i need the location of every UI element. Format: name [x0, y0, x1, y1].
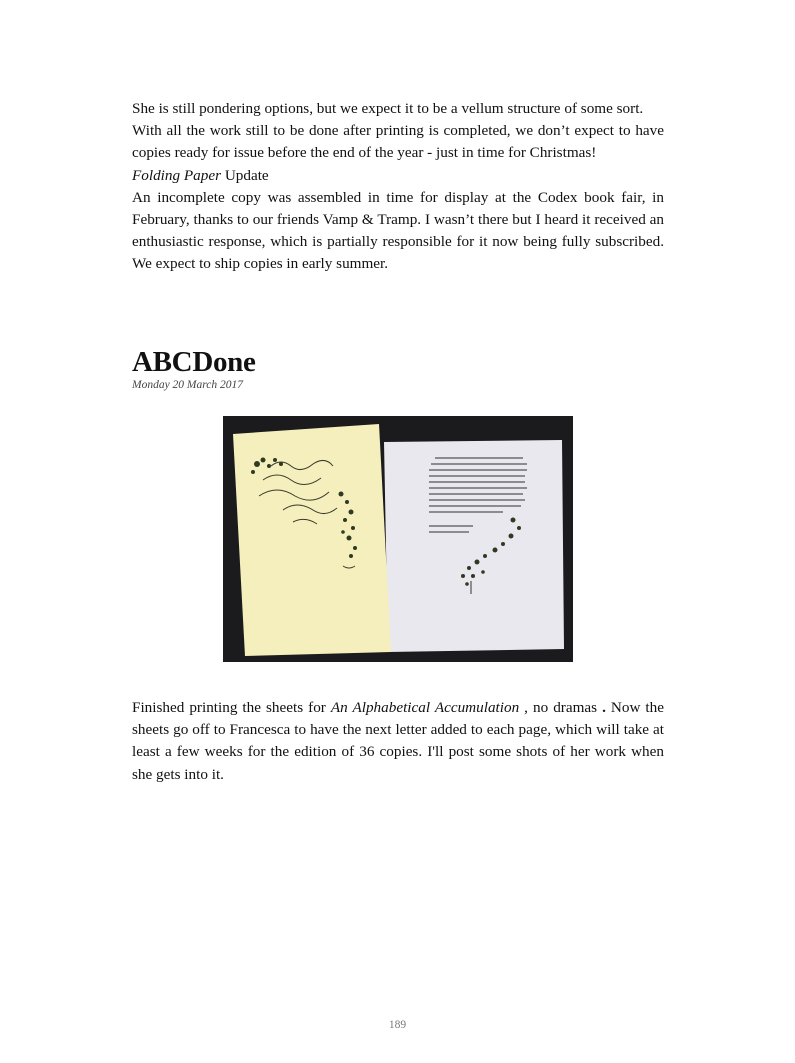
post-body-prefix: Finished printing the sheets for — [132, 699, 331, 716]
post-paragraph — [132, 697, 664, 786]
photo-illustration — [223, 416, 573, 662]
update-heading — [132, 165, 664, 187]
book-title: An Alphabetical Accumulation — [330, 699, 520, 716]
post-title: ABCDone — [132, 346, 256, 378]
update-heading-italic: Folding Paper — [132, 166, 222, 184]
update-paragraph: An incomplete copy was assembled in time for display at the Codex book fair, in February, thanks to our friends Vamp & Tramp. I wasn’t there but I heard it received an enthusiastic response, which is partially responsible for it now being fully subscribed. We expect to ship copies in early summer. — [132, 188, 664, 273]
paragraph: With all the work still to be done after printing is completed, we don’t expect to have copies ready for issue before the end of the year - just in time for Christmas! — [132, 122, 664, 162]
post-body — [132, 697, 664, 786]
post-body-dot: . — [602, 699, 606, 716]
previous-post-text — [132, 98, 664, 276]
post-photo — [223, 416, 573, 662]
paragraph: She is still pondering options, but we expect it to be a vellum structure of some sort. — [132, 100, 644, 117]
cream-sheet — [233, 424, 391, 656]
update-heading-rest: Update — [221, 166, 269, 184]
white-sheet — [384, 440, 564, 652]
page-number: 189 — [388, 1019, 407, 1031]
post-body-rest: Now the sheets go off to Francesca to have the next letter added to each page, which will take at least a few weeks for the edition of 36 copies. I'll post some shots of her work when she gets into it. — [132, 699, 664, 783]
post-body-middle: , no dramas — [519, 699, 603, 716]
post-date: Monday 20 March 2017 — [132, 379, 244, 391]
